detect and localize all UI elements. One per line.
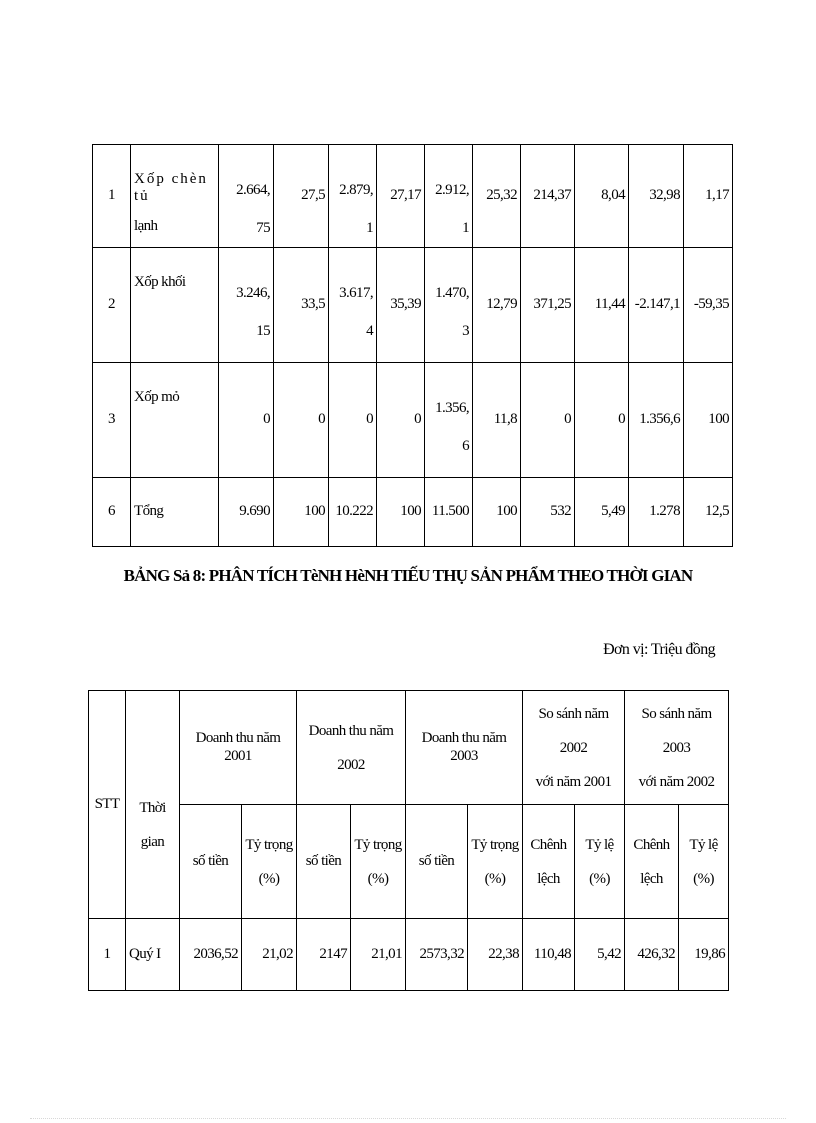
compare-2003-2002-header: So sánh năm 2003 với năm 2002 — [625, 691, 729, 805]
value-2001-cell: 2.664, 75 — [219, 145, 274, 248]
sales-by-time-table — [88, 690, 729, 991]
stt-cell: 1 — [89, 919, 126, 991]
share-2002-cell: 27,17 — [377, 145, 425, 248]
share-2001-cell: 27,5 — [274, 145, 329, 248]
table-row — [93, 145, 733, 248]
amount-subheader: số tiền — [180, 805, 242, 919]
diff-1-cell: 532 — [521, 478, 575, 547]
rate-2-cell: 100 — [684, 363, 733, 478]
value-2003-cell: 1.356, 6 — [425, 363, 473, 478]
compare-2002-2001-header: So sánh năm 2002 với năm 2001 — [523, 691, 625, 805]
difference-subheader: Chênh lệch — [523, 805, 575, 919]
table-row — [89, 919, 729, 991]
share-subheader: Tỷ trọng (%) — [468, 805, 523, 919]
rate-1-cell: 5,42 — [575, 919, 625, 991]
table-caption: BẢNG Sả 8: PHÂN TÍCH TèNH HèNH TIẾU THỤ SẢN PHẨM THEO THỜI GIAN — [123, 566, 693, 585]
diff-1-cell: 0 — [521, 363, 575, 478]
rate-2-cell: 1,17 — [684, 145, 733, 248]
amount-subheader: số tiền — [297, 805, 351, 919]
stt-cell: 1 — [93, 145, 131, 248]
revenue-2002-header: Doanh thu năm 2002 — [297, 691, 406, 805]
share-subheader: Tỷ trọng (%) — [242, 805, 297, 919]
revenue-2001-header: Doanh thu năm 2001 — [180, 691, 297, 805]
diff-1-cell: 214,37 — [521, 145, 575, 248]
value-2002-cell: 0 — [329, 363, 377, 478]
product-table — [92, 144, 733, 547]
stt-cell: 6 — [93, 478, 131, 547]
value-2003-cell: 2.912, 1 — [425, 145, 473, 248]
product-name-cell: Tổng — [131, 478, 219, 547]
diff-2-cell: 32,98 — [629, 145, 684, 248]
diff-2-cell: 1.356,6 — [629, 363, 684, 478]
rate-1-cell: 5,49 — [575, 478, 629, 547]
value-2001-cell: 3.246, 15 — [219, 248, 274, 363]
share-2003-cell: 12,79 — [473, 248, 521, 363]
product-name-cell: Xốp mỏ — [131, 363, 219, 478]
share-2002-cell: 35,39 — [377, 248, 425, 363]
share-2002-cell: 0 — [377, 363, 425, 478]
share-2002-cell: 21,01 — [351, 919, 406, 991]
diff-1-cell: 110,48 — [523, 919, 575, 991]
share-2003-cell: 100 — [473, 478, 521, 547]
table-row — [93, 363, 733, 478]
page-divider — [30, 1118, 786, 1119]
rate-subheader: Tỷ lệ (%) — [575, 805, 625, 919]
product-name-cell: Xốp khối — [131, 248, 219, 363]
stt-header: STT — [89, 691, 126, 919]
rate-2-cell: 12,5 — [684, 478, 733, 547]
share-2001-cell: 33,5 — [274, 248, 329, 363]
stt-cell: 2 — [93, 248, 131, 363]
amount-2003-cell: 2573,32 — [406, 919, 468, 991]
product-name-cell: Xốp chèn tủ lạnh — [131, 145, 219, 248]
rate-1-cell: 0 — [575, 363, 629, 478]
diff-2-cell: -2.147,1 — [629, 248, 684, 363]
stt-cell: 3 — [93, 363, 131, 478]
share-2002-cell: 100 — [377, 478, 425, 547]
subheader-row — [89, 805, 729, 919]
value-2002-cell: 2.879, 1 — [329, 145, 377, 248]
value-2002-cell: 10.222 — [329, 478, 377, 547]
value-2003-cell: 1.470, 3 — [425, 248, 473, 363]
value-2001-cell: 0 — [219, 363, 274, 478]
value-2003-cell: 11.500 — [425, 478, 473, 547]
unit-label: Đơn vị: Triệu đồng — [603, 641, 715, 658]
diff-2-cell: 426,32 — [625, 919, 679, 991]
rate-1-cell: 11,44 — [575, 248, 629, 363]
diff-1-cell: 371,25 — [521, 248, 575, 363]
share-2003-cell: 25,32 — [473, 145, 521, 248]
share-2001-cell: 100 — [274, 478, 329, 547]
difference-subheader: Chênh lệch — [625, 805, 679, 919]
rate-subheader: Tỷ lệ (%) — [679, 805, 729, 919]
diff-2-cell: 1.278 — [629, 478, 684, 547]
time-cell: Quý I — [126, 919, 180, 991]
share-2003-cell: 11,8 — [473, 363, 521, 478]
table-row — [93, 248, 733, 363]
value-2001-cell: 9.690 — [219, 478, 274, 547]
share-subheader: Tỷ trọng (%) — [351, 805, 406, 919]
value-2002-cell: 3.617, 4 — [329, 248, 377, 363]
amount-2002-cell: 2147 — [297, 919, 351, 991]
amount-subheader: số tiền — [406, 805, 468, 919]
rate-1-cell: 8,04 — [575, 145, 629, 248]
total-row — [93, 478, 733, 547]
rate-2-cell: 19,86 — [679, 919, 729, 991]
amount-2001-cell: 2036,52 — [180, 919, 242, 991]
time-header: Thời gian — [126, 691, 180, 919]
share-2003-cell: 22,38 — [468, 919, 523, 991]
header-row — [89, 691, 729, 805]
rate-2-cell: -59,35 — [684, 248, 733, 363]
share-2001-cell: 0 — [274, 363, 329, 478]
share-2001-cell: 21,02 — [242, 919, 297, 991]
revenue-2003-header: Doanh thu năm 2003 — [406, 691, 523, 805]
